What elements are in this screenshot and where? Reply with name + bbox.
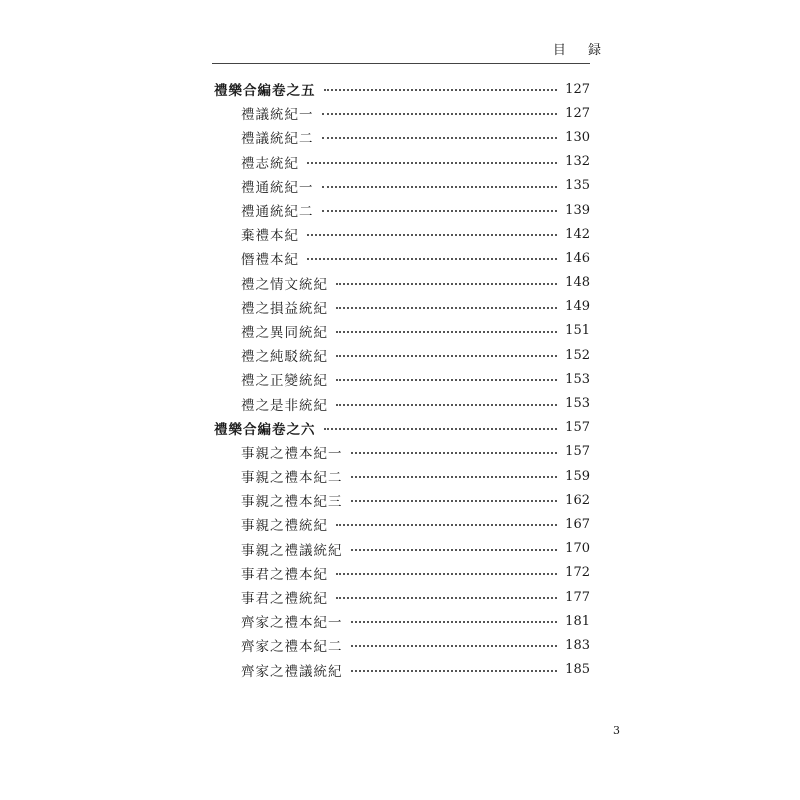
toc-entry-row	[214, 440, 590, 464]
dot-leader	[336, 283, 557, 285]
toc-entry-row	[214, 319, 590, 343]
toc-page-number: 183	[565, 637, 590, 653]
toc-entry-row	[214, 658, 590, 682]
toc-title: 禮之情文統紀	[241, 276, 328, 293]
dot-leader	[322, 210, 558, 212]
toc-title: 禮之異同統紀	[241, 324, 328, 341]
page-number: 3	[613, 724, 620, 737]
dot-leader	[322, 186, 558, 188]
toc-title: 禮樂合編卷之六	[214, 421, 316, 438]
dot-leader	[351, 670, 558, 672]
toc-page-number: 132	[565, 154, 590, 170]
toc-entry-row	[214, 198, 590, 222]
toc-title: 事親之禮本紀一	[241, 445, 343, 462]
toc-title: 禮通統紀一	[241, 179, 314, 196]
toc-entry-row	[214, 464, 590, 488]
toc-page-number: 157	[565, 420, 590, 436]
toc-title: 禮樂合編卷之五	[214, 83, 316, 100]
toc-section-row	[214, 416, 590, 440]
dot-leader	[351, 621, 558, 623]
toc-page-number: 139	[565, 202, 590, 218]
dot-leader	[351, 549, 558, 551]
toc-page-number: 149	[565, 299, 590, 315]
toc-page-number: 159	[565, 468, 590, 484]
toc-entry-row	[214, 271, 590, 295]
toc-page-number: 142	[565, 226, 590, 242]
toc-entry-row	[214, 488, 590, 512]
toc-entry-row	[214, 222, 590, 246]
toc-entry-row	[214, 125, 590, 149]
toc-page-number: 177	[565, 589, 590, 605]
toc-page-number: 127	[565, 81, 590, 97]
toc-title: 棄禮本紀	[241, 228, 299, 245]
toc-title: 事親之禮統紀	[241, 518, 328, 535]
toc-title: 禮之純駁統紀	[241, 349, 328, 366]
dot-leader	[336, 597, 557, 599]
toc-page-number: 157	[565, 444, 590, 460]
toc-title: 禮議統紀一	[241, 107, 314, 124]
toc-entry-row	[214, 391, 590, 415]
toc-entry-row	[214, 246, 590, 270]
toc-page-number: 146	[565, 250, 590, 266]
toc-entry-row	[214, 609, 590, 633]
toc-page-number: 135	[565, 178, 590, 194]
table-of-contents	[214, 77, 590, 682]
toc-page-number: 185	[565, 662, 590, 678]
toc-page-number: 172	[565, 565, 590, 581]
header-rule	[212, 63, 590, 64]
dot-leader	[336, 355, 557, 357]
toc-page-number: 127	[565, 105, 590, 121]
toc-page-number: 162	[565, 492, 590, 508]
toc-title: 僭禮本紀	[241, 252, 299, 269]
dot-leader	[324, 89, 558, 91]
toc-title: 齊家之禮議統紀	[241, 663, 343, 680]
toc-title: 事親之禮本紀二	[241, 470, 343, 487]
toc-entry-row	[214, 295, 590, 319]
toc-section-row	[214, 77, 590, 101]
dot-leader	[336, 573, 557, 575]
dot-leader	[351, 452, 558, 454]
toc-title: 禮之正變統紀	[241, 373, 328, 390]
toc-title: 事君之禮統紀	[241, 591, 328, 608]
toc-entry-row	[214, 174, 590, 198]
toc-page-number: 130	[565, 129, 590, 145]
dot-leader	[336, 379, 557, 381]
dot-leader	[307, 258, 557, 260]
toc-page-number: 181	[565, 613, 590, 629]
toc-entry-row	[214, 343, 590, 367]
dot-leader	[336, 524, 557, 526]
dot-leader	[336, 404, 557, 406]
toc-title: 禮通統紀二	[241, 204, 314, 221]
header-title: 目 録	[552, 43, 610, 58]
dot-leader	[322, 113, 558, 115]
toc-entry-row	[214, 537, 590, 561]
toc-page-number: 148	[565, 275, 590, 291]
dot-leader	[336, 331, 557, 333]
toc-page-number: 153	[565, 371, 590, 387]
dot-leader	[324, 428, 558, 430]
toc-entry-row	[214, 633, 590, 657]
toc-page-number: 152	[565, 347, 590, 363]
toc-title: 事親之禮議統紀	[241, 542, 343, 559]
toc-page-number: 153	[565, 396, 590, 412]
toc-title: 事親之禮本紀三	[241, 494, 343, 511]
toc-title: 事君之禮本紀	[241, 566, 328, 583]
dot-leader	[336, 307, 557, 309]
toc-entry-row	[214, 512, 590, 536]
toc-entry-row	[214, 585, 590, 609]
toc-entry-row	[214, 367, 590, 391]
toc-title: 禮志統紀	[241, 155, 299, 172]
dot-leader	[307, 234, 557, 236]
toc-title: 禮之損益統紀	[241, 300, 328, 317]
toc-title: 齊家之禮本紀一	[241, 615, 343, 632]
dot-leader	[351, 476, 558, 478]
toc-title: 禮之是非統紀	[241, 397, 328, 414]
dot-leader	[351, 645, 558, 647]
toc-page-number: 167	[565, 516, 590, 532]
toc-entry-row	[214, 150, 590, 174]
toc-page-number: 151	[565, 323, 590, 339]
toc-title: 齊家之禮本紀二	[241, 639, 343, 656]
dot-leader	[351, 500, 558, 502]
toc-title: 禮議統紀二	[241, 131, 314, 148]
dot-leader	[307, 162, 557, 164]
toc-entry-row	[214, 561, 590, 585]
dot-leader	[322, 137, 558, 139]
toc-entry-row	[214, 101, 590, 125]
toc-page-number: 170	[565, 541, 590, 557]
